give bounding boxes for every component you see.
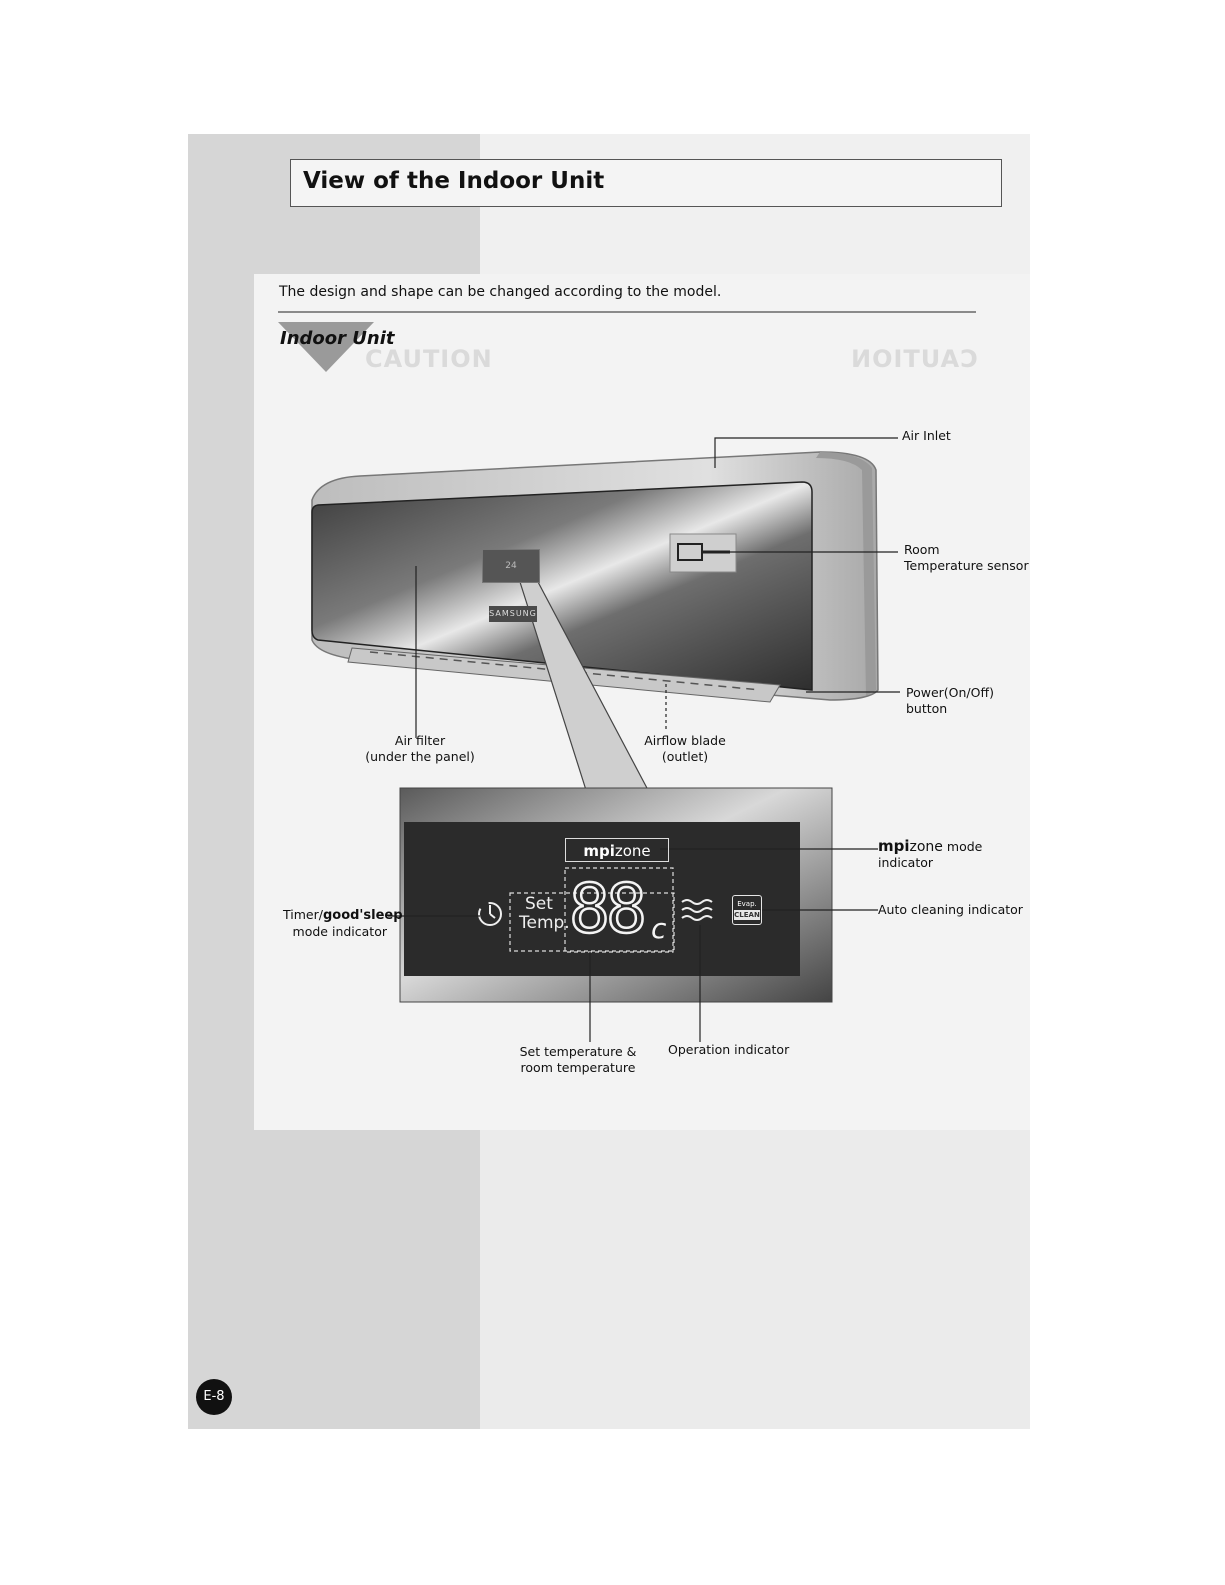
set-room-line2: room temperature <box>520 1060 636 1075</box>
mpi-bold-text: mpi <box>583 842 615 860</box>
ghost-caution-left: CAUTION <box>365 345 493 373</box>
power-line1: Power(On/Off) <box>906 685 994 700</box>
room-line1: Room <box>904 542 940 557</box>
mini-display: 24 <box>482 549 540 583</box>
timer-label-line2: mode indicator <box>292 924 387 939</box>
ghost-caution-right: CAUTION <box>850 345 978 373</box>
page-title: View of the Indoor Unit <box>303 168 605 194</box>
mpi-label-line2: indicator <box>878 855 934 870</box>
airflow-line2: (outlet) <box>661 749 709 764</box>
timer-bold: good'sleep <box>322 908 403 923</box>
page-number-badge: E-8 <box>196 1379 232 1415</box>
mpi-label-bold: mpi <box>878 837 910 855</box>
mpi-label-zone: zone <box>909 839 943 855</box>
label-power-button <box>906 685 994 717</box>
temperature-digits: 88 <box>569 870 643 949</box>
set-line: Set <box>525 894 553 914</box>
room-line2: Temperature sensor <box>904 558 1029 573</box>
filter-line2: (under the panel) <box>365 749 475 764</box>
mpi-label-mode: mode <box>942 839 983 854</box>
mpi-label-line1 <box>878 838 982 855</box>
section-title: Indoor Unit <box>280 328 395 349</box>
label-air-inlet: Air Inlet <box>902 428 951 443</box>
timer-label-line1 <box>283 907 403 924</box>
label-mpi-zone <box>878 838 982 871</box>
label-operation: Operation indicator <box>668 1042 790 1057</box>
mpi-zone-text: zone <box>614 842 651 860</box>
label-room-sensor <box>904 542 1029 574</box>
label-timer <box>283 907 403 940</box>
intro-text: The design and shape can be changed according to the model. <box>279 284 722 300</box>
mpi-zone-badge <box>565 838 669 862</box>
timer-prefix: Timer/ <box>283 907 323 922</box>
airflow-line1: Airflow blade <box>644 733 726 748</box>
set-room-line1: Set temperature & <box>519 1044 637 1059</box>
power-line2: button <box>906 701 948 716</box>
clean-text: CLEAN <box>734 911 760 919</box>
brand-logo: SAMSUNG <box>489 606 537 622</box>
temperature-unit: c <box>651 912 667 945</box>
label-airflow-blade <box>620 733 750 765</box>
evap-text: Evap. <box>737 900 757 908</box>
label-auto-clean: Auto cleaning indicator <box>878 902 1023 917</box>
label-set-room-temp <box>510 1044 646 1076</box>
set-temp-text <box>519 895 570 933</box>
label-air-filter <box>350 733 490 765</box>
temp-line: Temp. <box>519 913 570 933</box>
filter-line1: Air filter <box>394 733 446 748</box>
evap-clean-icon <box>732 895 762 925</box>
